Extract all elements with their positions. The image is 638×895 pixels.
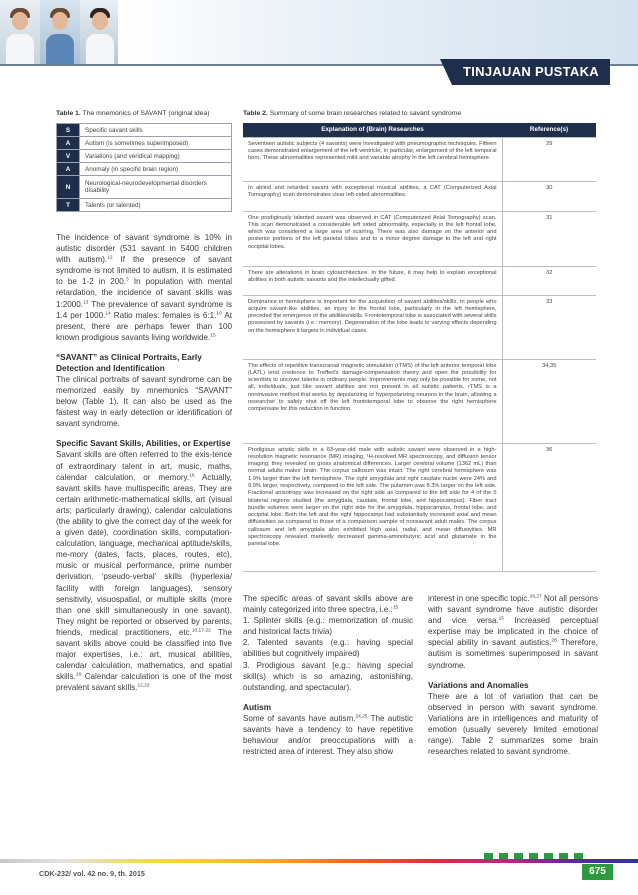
paragraph-autism: Some of savants have autism.$^{24,25}$ The autistic savants have a tendency to have repetitive behaviour and/or preoccupations with a restricted area of interest. They also show xyxy=(243,713,413,757)
mnemonic-desc: Neurological-neurodevelopmental disorders disability xyxy=(80,176,232,199)
table-row xyxy=(243,137,596,181)
table-row xyxy=(57,137,232,150)
mnemonic-desc: Autism (is sometimes superimposed) xyxy=(80,137,232,150)
table1-caption-text: The mnemonics of SAVANT (original idea) xyxy=(80,110,210,117)
table-row xyxy=(243,443,596,571)
mnemonic-desc: Talents (or talented) xyxy=(80,199,232,212)
research-reference: 30 xyxy=(502,181,596,211)
middle-column xyxy=(243,593,413,757)
table2-caption-label: Table 2. xyxy=(243,110,268,117)
research-reference: 33 xyxy=(502,295,596,359)
list-item: 2. Talented savants (e.g.: having special abilities but cognitively impaired) xyxy=(243,638,413,659)
heading-specific-skills: Specific Savant Skills, Abilities, or Expertise xyxy=(56,438,231,449)
photo-panel xyxy=(0,0,40,64)
research-reference: 32 xyxy=(502,266,596,295)
paragraph-spectra: The specific areas of savant skills above are mainly categorized into three spectra, i.e.:$^{15}$ xyxy=(243,594,413,615)
paragraph-autism-continued: interest in one specific topic.$^{26,27}$ Not all persons with savant syndrome have autistic disorder and vice versa.$^{15}$ Increased perceptual expertise may be implicated in the choice of special ability in savant autistics.$^{28}$ Therefore, autism is sometimes superimposed in savant syndrome. xyxy=(428,594,598,670)
research-explanation: There are alterations in brain cytoarchitecture. In the future, it may help to explain exceptional abilities in both autistic savants and the intellectually gifted. xyxy=(243,266,502,295)
paragraph-variations: There are a lot of variation that can be observed in person with savant syndrome. Variations are in intelligences and maturity of emotion (usually severely limited emotional range). Table 2 summarizes some brain researches related to savant syndrome. xyxy=(428,691,598,757)
photo-panel xyxy=(40,0,80,64)
column-header-explanation: Explanation of (Brain) Researches xyxy=(243,123,502,137)
paragraph-specific-skills: Savant skills are often referred to the exis-tence of extraordinary talent in art, music, maths, calendar calculation, or memory.$^{16}$ Actually, savant skills have multispecific areas. They are certain arithmetic-mathematical skills, art (visual arts; particularly drawing), calendar calculations (the ability to give the correct day of the week for a given date), coordination skills, computation-calculation, language, mechanical aptitude/skills, me-mory (dates, facts, places, routes, etc), music or musical performance, prime number derivation, ‘pseudo-verbal’ skills (hyperlexia/ facility with foreign languages), sensory sensitivity, visuospatial, or multiple skills (more than one skill simultaneously in one savant). They might be reported or observed by parents, friends, medical practitioners, etc.$^{10,17-22}$ The savant skills above could be classified into five major expertises, i.e.: art, musical abilities, calendar calculation, mathematics, and spatial skills.$^{16}$ Calendar calculation is one of the most prevalent savant skills.$^{12,23}$ xyxy=(56,450,232,693)
research-explanation: One prodigiously talented savant was observed in CAT (Computerized Axial Tomography) scan. This scan demonstrated a considerable left sided abnormality, especially in the left frontal lobe, which was considered a large area of scarring. There was also damage on the anterior and posterior portions of the left parietal lobes and to a minor degree damage to the left and right occipital lobes. xyxy=(243,211,502,266)
mnemonic-letter: A xyxy=(57,163,80,176)
table-row xyxy=(57,163,232,176)
research-explanation: The effects of repetitive transcranial magnetic stimulation (rTMS) of the left anterior temporal lobe (LATL) lend credence to Treffert's damage-compensation theory and open the possibility for scientists to uncover talents in ordinary people. Improvements may only be possible for some, not all, individuals, just like savant abilities are not present in all autistic patients. rTMS is a noninvasive method that works by depolarizing or hyperpolarizing neurons in the brain, allowing a researcher to safely shut off the left frontotemporal lobe to observe the right hemisphere compensate for this reduction in function. xyxy=(243,359,502,443)
table1-savant-mnemonics xyxy=(56,123,232,212)
table2-caption-text: Summary of some brain researches related to savant syndrome xyxy=(267,110,462,117)
right-column xyxy=(428,593,598,757)
header-banner xyxy=(118,0,638,64)
mnemonic-letter: V xyxy=(57,150,80,163)
heading-clinical-portraits: “SAVANT” as Clinical Portraits, Early Detection and Identification xyxy=(56,351,202,373)
photo-panel xyxy=(80,0,118,64)
table2-brain-researches xyxy=(243,123,596,572)
mnemonic-letter: N xyxy=(57,176,80,199)
table-row xyxy=(243,359,596,443)
research-explanation: Prodigious artistic skills in a 63-year-old male with autistic savant were observed in a high-resolution magnetic resonance (MR) imaging, ¹H-resolved MR spectroscopy, and diffusion tensor imaging; they revealed no gross anatomical differences. Larger cerebral volume (1362 mL) than normal adults males' brain. The corpus callosum was intact. The right cerebral hemisphere was 1.9% larger than the left hemisphere. The right amygdala and right caudate nuclei were 24% and 9.9% larger, respectively, compared to the left side. The putamen was 8.3% larger on the left side. Fractional anisotropy was increased on the right side as compared to the left side for 4 of the 5 bilateral regions studied (the amygdala, caudate, frontal lobe, and hippocampus). Fiber tract bundle volumes were larger on the right side for the amygdala, hippocampus, frontal lobe, and occipital lobe. Both the left and the right hippocampi had substantially increased axial and mean diffusivities as compared to those of a comparison sample of nonsavant adult males. The corpus callosum and left amygdala also exhibited high axial, radial, and mean diffusivities. MR spectroscopy revealed markedly decreased gamma-aminobutyric acid and glutamate in the parietal lobe. xyxy=(243,443,502,571)
list-item: 1. Splinter skills (e.g.: memorization of music and historical facts trivia) xyxy=(243,616,413,637)
table1-caption xyxy=(56,110,210,117)
mnemonic-desc: Variations (and veridical mapping) xyxy=(80,150,232,163)
table-row xyxy=(57,176,232,199)
footer-color-bar xyxy=(0,859,638,863)
table-row xyxy=(57,150,232,163)
mnemonic-desc: Anomaly (in specific brain region) xyxy=(80,163,232,176)
research-reference: 31 xyxy=(502,211,596,266)
mnemonic-desc: Specific savant skills xyxy=(80,124,232,137)
page-number: 675 xyxy=(582,864,613,880)
heading-variations: Variations and Anomalies xyxy=(428,679,529,690)
table1-caption-label: Table 1. xyxy=(56,110,81,117)
table-header-row xyxy=(243,123,596,137)
mnemonic-letter: S xyxy=(57,124,80,137)
table-row xyxy=(243,211,596,266)
heading-autism: Autism xyxy=(243,701,272,712)
doctors-photo-icon xyxy=(0,0,118,64)
mnemonic-letter: T xyxy=(57,199,80,212)
table-row xyxy=(243,266,596,295)
column-header-reference: Reference(s) xyxy=(502,123,596,137)
section-tag: TINJAUAN PUSTAKA xyxy=(452,59,610,85)
table2-caption xyxy=(243,110,461,117)
research-explanation: Dominance in hemisphere is important for the acquisition of savant abilities/skills. In people who acquire savant-like abilities, an injury to the frontal lobe, particularly in the left hemisphere, preceded the emergence of the abilities/skills. Frontotemporal lobe is associated with several skills possessed by savants (i.e.: memory). Degeneration of the lobe leads to varying effects depending on the hemisphere it targets in individual cases. xyxy=(243,295,502,359)
research-reference: 36 xyxy=(502,443,596,571)
mnemonic-letter: A xyxy=(57,137,80,150)
journal-reference: CDK-232/ vol. 42 no. 9, th. 2015 xyxy=(39,869,145,878)
table-row xyxy=(57,199,232,212)
research-explanation: In ablind and retarded savant with exceptional musical abilities, a CAT (Computerized Axial Tomography) scan demonstrates clear left-sided abnormalities. xyxy=(243,181,502,211)
list-item: 3. Prodigious savant [e.g.: having special skill(s) which is so amazing, astonishing, outstanding, and spectacular). xyxy=(243,660,413,692)
table-row xyxy=(57,124,232,137)
research-explanation: Seventeen autistic subjects (4 savants) were investigated with pneumographic techniques. Fifteen cases demonstrated enlargement of the left ventricle, in particular, enlargement of the left temporal horn. These abnormalities represented mild and variable atrophy in the left cerebral hemisphere. xyxy=(243,137,502,181)
paragraph-incidence: The incidence of savant syndrome is 10% in autistic disorder (531 savant in 5400 children with autism).$^{12}$ If the presence of savant syndrome is not limited to autism, it is estimated to be 1-2 in 200.$^3$ In population with mental retardation, the incidence of savant skills was 1:2000.13 The prevalence of savant syndrome is 1.4 per 1000.14 Ratio males: females is 6:1.10 At present, there are perhaps fewer than 100 known prodigious savants living worldwide.$^{15}$ xyxy=(56,233,232,342)
table-row xyxy=(243,295,596,359)
table-row xyxy=(243,181,596,211)
paragraph-clinical-portraits: The clinical portraits of savant syndrome can be memorized easily by mnemonics “SAVANT” below (Table 1). It can also be used as the fastest way in early detection or identification of savant syndrome. xyxy=(56,374,232,429)
left-column xyxy=(56,232,232,693)
research-reference: 34,35 xyxy=(502,359,596,443)
research-reference: 29 xyxy=(502,137,596,181)
